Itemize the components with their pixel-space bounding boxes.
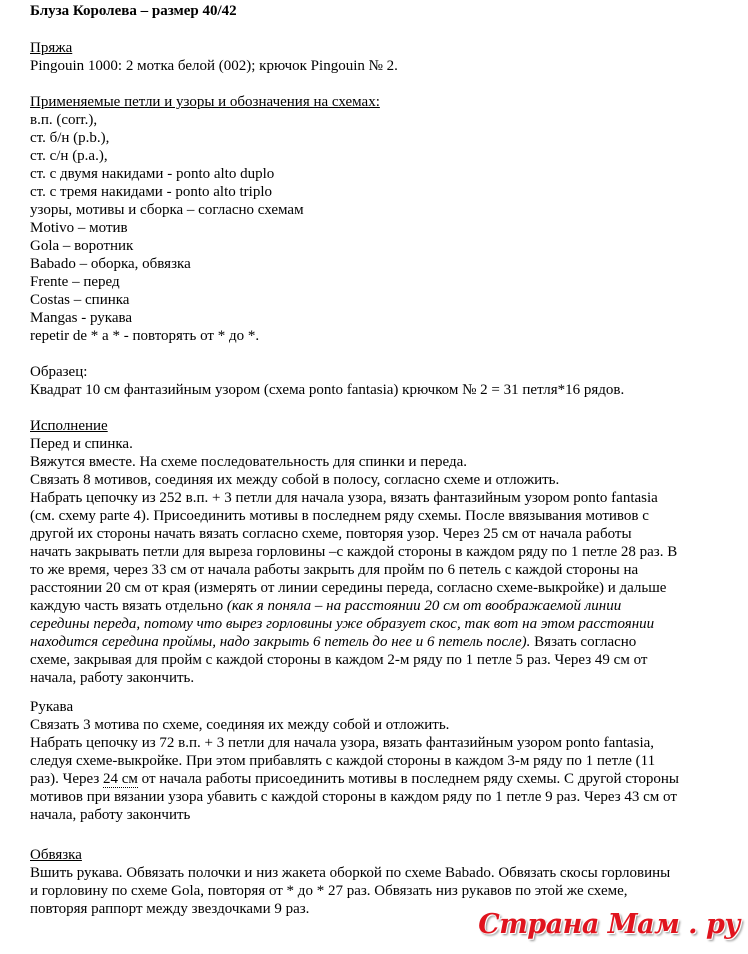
text-line: следуя схеме-выкройке. При этом прибавлять с каждой стороны в каждом 3-м ряду по 1 петле (11: [30, 753, 656, 769]
text-line: Связать 8 мотивов, соединяя их между собой в полосу, согласно схеме и отложить.: [30, 472, 560, 488]
text-line: ст. с/н (p.a.),: [30, 148, 108, 164]
edging-section: [30, 846, 679, 918]
page-title: Блуза Королева – размер 40/42: [30, 3, 237, 19]
text-line: ст. б/н (p.b.),: [30, 130, 110, 146]
section-heading: Применяемые петли и узоры и обозначения на схемах:: [30, 94, 380, 110]
text-line: то же время, через 33 см от начала работы закрыть для пройм по 6 петель с каждой стороны на: [30, 562, 639, 578]
text-line: начала, работу закончить.: [30, 670, 195, 686]
text-line: расстоянии 20 см от края (измерять от линии середины переда, согласно схеме-выкройке) и дальше: [30, 580, 667, 596]
text-line: [30, 770, 679, 788]
text-segment: раз). Через: [30, 771, 104, 787]
text-line: (см. схему parte 4). Присоединить мотивы в последнем ряду схемы. После ввязывания мотивов с: [30, 508, 649, 524]
italic-note: находится середина проймы, надо закрыть 6 петель до нее и 6 петель после).: [30, 634, 531, 650]
text-line: Вяжутся вместе. На схеме последовательность для спинки и переда.: [30, 454, 467, 470]
text-segment: каждую часть вязать отдельно: [30, 598, 227, 614]
text-line: Gola – воротник: [30, 238, 134, 254]
text-segment: от начала работы присоединить мотивы в последнем ряду схемы. С другой стороны: [137, 771, 679, 787]
section-heading: Исполнение: [30, 418, 108, 434]
text-line: [30, 633, 679, 651]
italic-note: (как я поняла – на расстоянии 20 см от воображаемой линии: [226, 598, 622, 614]
section-heading: Обвязка: [30, 847, 82, 863]
text-line: Квадрат 10 см фантазийным узором (схема ponto fantasia) крючком № 2 = 31 петля*16 рядов.: [30, 382, 625, 398]
yarn-section: [30, 39, 679, 75]
text-line: Связать 3 мотива по схеме, соединяя их между собой и отложить.: [30, 717, 450, 733]
text-line: Frente – перед: [30, 274, 120, 290]
text-line: Motivo – мотив: [30, 220, 128, 236]
gauge-section: [30, 363, 679, 399]
text-line: ст. с тремя накидами - ponto alto triplo: [30, 184, 272, 200]
text-line: начать закрывать петли для выреза горловины –с каждой стороны в каждом ряду по 1 петле 28 раз. В: [30, 544, 678, 560]
watermark-logo: Страна Мам . ру: [478, 909, 740, 940]
sleeves-section: [30, 698, 679, 824]
text-line: [30, 597, 679, 615]
text-line: другой их стороны начать вязать согласно схеме, повторяя узор. Через 25 см от начала работы: [30, 526, 632, 542]
section-heading: Образец:: [30, 364, 88, 380]
execution-section: [30, 417, 679, 687]
text-line: повторяя раппорт между звездочками 9 раз.: [30, 901, 310, 917]
text-line: Mangas - рукава: [30, 310, 133, 326]
text-line: мотивов при вязании узора убавить с каждой стороны в каждом ряду по 1 петле 9 раз. Через 43 см от: [30, 789, 677, 805]
text-line: начала, работу закончить: [30, 807, 191, 823]
section-heading: Пряжа: [30, 40, 73, 56]
text-line: repetir de * a * - повторять от * до *.: [30, 328, 260, 344]
text-line: Вшить рукава. Обвязать полочки и низ жакета оборкой по схеме Babado. Обвязать скосы горловины: [30, 865, 671, 881]
text-line: в.п. (corr.),: [30, 112, 98, 128]
text-segment: Вязать согласно: [530, 634, 637, 650]
text-line: узоры, мотивы и сборка – согласно схемам: [30, 202, 304, 218]
italic-note: середины переда, потому что вырез горловины уже образует скос, так вот на этом расстоянии: [30, 616, 655, 632]
dotted-link[interactable]: 24 см: [103, 771, 138, 787]
text-line: Перед и спинка.: [30, 436, 133, 452]
text-line: схеме, закрывая для пройм с каждой стороны в каждом 2-м ряду по 1 петле 5 раз. Через 49 см от: [30, 652, 648, 668]
text-line: ст. с двумя накидами - ponto alto duplo: [30, 166, 275, 182]
text-line: Набрать цепочку из 72 в.п. + 3 петли для начала узора, вязать фантазийным узором ponto fantasia,: [30, 735, 655, 751]
text-line: Costas – спинка: [30, 292, 130, 308]
text-line: Pingouin 1000: 2 мотка белой (002); крючок Pingouin № 2.: [30, 58, 398, 74]
text-line: и горловину по схеме Gola, повторяя от * до * 27 раз. Обвязать низ рукавов по этой же схеме,: [30, 883, 628, 899]
document: [30, 2, 679, 936]
section-heading: Рукава: [30, 699, 74, 715]
text-line: Набрать цепочку из 252 в.п. + 3 петли для начала узора, вязать фантазийным узором ponto fantasia: [30, 490, 658, 506]
text-line: Babado – оборка, обвязка: [30, 256, 191, 272]
stitches-section: [30, 93, 679, 345]
